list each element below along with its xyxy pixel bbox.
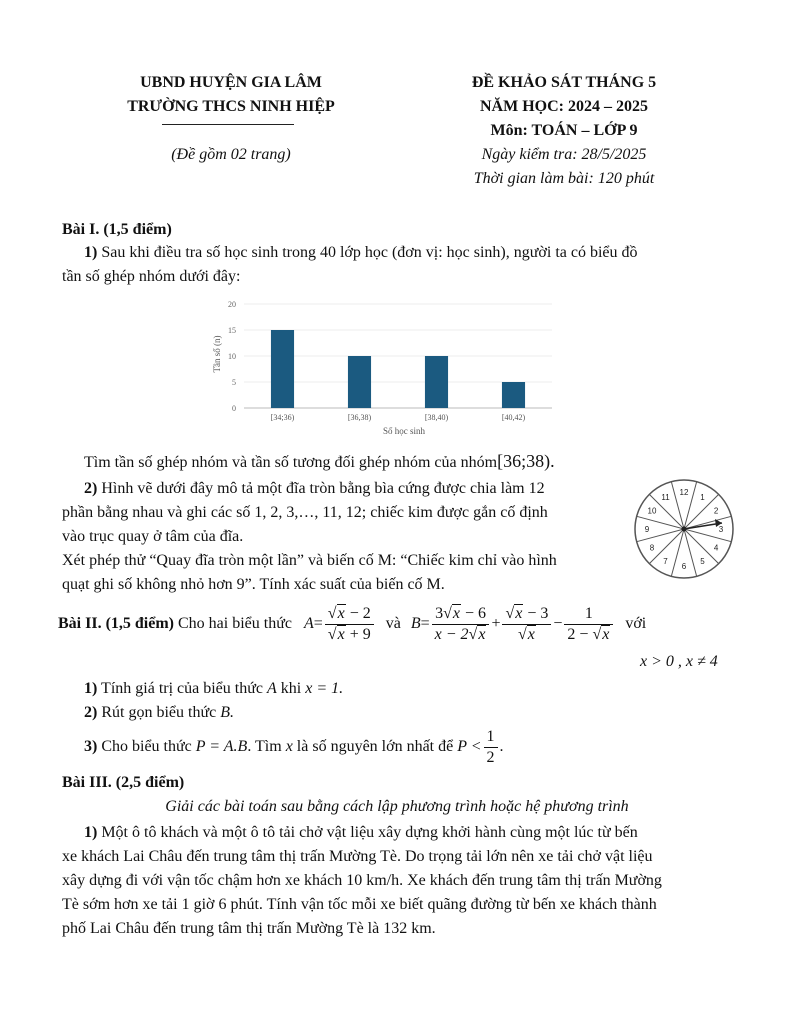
chart-x-tick-1: [36,38)	[347, 413, 372, 422]
wheel-number-11: 11	[661, 492, 670, 502]
wheel-number-7: 7	[663, 557, 668, 567]
chart-x-tick-0: [34;36)	[270, 413, 295, 422]
chart-x-tick-2: [38,40)	[424, 413, 449, 422]
bai1-q1-ask: Tìm tần số ghép nhóm và tần số tương đối ghép nhóm của nhóm	[84, 454, 498, 471]
page-count-note: (Đề gồm 02 trang)	[171, 146, 291, 163]
bai1-q1-text1: Sau khi điều tra số học sinh trong 40 lớp học (đơn vị: học sinh), người ta có biểu đồ	[101, 244, 638, 261]
bai3-q1-line1	[84, 821, 754, 845]
chart-bar-1	[348, 356, 371, 408]
expr-b-symbol: B	[410, 615, 421, 632]
subject-line: Môn: TOÁN – LỚP 9	[490, 122, 638, 139]
bai2-q2	[84, 701, 754, 725]
chart-bar-3	[502, 382, 525, 408]
bai2-q3	[84, 724, 504, 770]
expr-a-symbol: A	[303, 615, 314, 632]
bai2-q2-var: B.	[220, 704, 234, 721]
bai2-statement	[58, 599, 646, 649]
frequency-bar-chart	[200, 292, 560, 442]
expr-b-term1: $\frac{3√x - 6}{x - 2√x}$	[432, 604, 490, 645]
chart-y-tick-1: 5	[232, 378, 236, 387]
wheel-number-5: 5	[700, 557, 705, 567]
bai3-q1-line3: xây dựng đi với vận tốc chậm hơn xe khách 10 km/h. Xe khách đến trung tâm thị trấn Mường	[62, 872, 662, 889]
b3-num: 1	[564, 604, 613, 625]
school-name: TRƯỜNG THCS NINH HIỆP	[127, 98, 335, 115]
bai2-q3-x: x	[285, 738, 293, 755]
bai2-q1-cond: x = 1.	[305, 680, 344, 697]
chart-bar-2	[425, 356, 448, 408]
chart-x-axis-label: Số học sinh	[382, 426, 426, 436]
chart-y-tick-4: 20	[228, 300, 236, 309]
half-num: 1	[484, 727, 498, 748]
bai2-q3-text: Cho biểu thức	[101, 738, 192, 755]
b1-den-radicand: x	[478, 625, 486, 643]
expr-a-equals: =	[313, 615, 323, 632]
bai2-q3-expr: P = A.B	[195, 738, 248, 755]
b1-num-tail: − 6	[464, 604, 486, 622]
bai2-with: với	[625, 615, 647, 632]
school-year: NĂM HỌC: 2024 – 2025	[480, 98, 648, 115]
bai3-subtitle: Giải các bài toán sau bằng cách lập phương trình hoặc hệ phương trình	[165, 798, 629, 815]
exam-title: ĐỀ KHẢO SÁT THÁNG 5	[471, 74, 657, 91]
bai2-q3-number: 3)	[84, 738, 98, 755]
bai2-q2-text: Rút gọn biểu thức	[101, 704, 217, 721]
bai2-q1-var: A	[267, 680, 277, 697]
bai3-q1-number: 1)	[84, 824, 98, 841]
bai1-q1-line2: tần số ghép nhóm dưới đây:	[62, 268, 241, 285]
spinner-wheel	[632, 477, 736, 581]
wheel-number-9: 9	[644, 525, 650, 534]
b2-num-radicand: x	[515, 604, 523, 622]
expr-b-equals: =	[420, 615, 430, 632]
half-den: 2	[486, 748, 495, 766]
wheel-number-10: 10	[647, 506, 657, 516]
school-district: UBND HUYỆN GIA LÂM	[140, 74, 322, 91]
exam-date: Ngày kiểm tra: 28/5/2025	[481, 146, 647, 163]
bai2-title: Bài II. (1,5 điểm)	[58, 615, 174, 632]
chart-bar-0	[271, 330, 294, 408]
bai1-q1-line1	[84, 241, 754, 265]
b3-den-radicand: x	[602, 625, 610, 643]
wheel-number-8: 8	[649, 543, 655, 553]
a-den-radicand: x	[337, 625, 345, 643]
bai3-q1-line4: Tè sớm hơn xe tải 1 giờ 6 phút. Tính vận tốc mỗi xe biết quãng đường từ bến xe khách thành	[62, 896, 657, 913]
chart-y-tick-3: 15	[228, 326, 236, 335]
b1-num-head: 3	[435, 604, 444, 622]
bai1-q1-group: [36;38).	[497, 451, 555, 471]
exam-duration: Thời gian làm bài: 120 phút	[473, 170, 655, 187]
bai2-and: và	[385, 615, 401, 632]
bai2-condition: x > 0 , x ≠ 4	[640, 653, 718, 670]
expr-b-term3: $\frac{1}{2 - √x}$	[564, 604, 613, 645]
bai1-q2-line3: vào trục quay ở tâm của đĩa.	[62, 528, 244, 545]
expr-b-term2: $\frac{√x - 3}{√x}$	[502, 604, 551, 645]
bai2-q3-half	[484, 727, 498, 768]
wheel-number-3: 3	[718, 525, 724, 534]
bai2-q3-ineq: P <	[457, 738, 482, 755]
chart-y-tick-2: 10	[228, 352, 236, 361]
b1-den-head: x − 2	[434, 625, 469, 643]
b-minus: −	[553, 615, 563, 632]
bai3-q1-line5: phố Lai Châu đến trung tâm thị trấn Mường Tè là 132 km.	[62, 920, 436, 937]
b2-den-radicand: x	[527, 625, 535, 643]
b-plus: +	[491, 615, 501, 632]
b1-num-radicand: x	[452, 604, 460, 622]
b3-den-head: 2 −	[567, 625, 589, 643]
bai1-title: Bài I. (1,5 điểm)	[62, 221, 172, 238]
wheel-number-4: 4	[713, 543, 719, 553]
wheel-hub	[682, 527, 687, 532]
bai1-q2-number: 2)	[84, 480, 98, 497]
expr-a-fraction: $\frac{√x - 2}{√x + 9}$	[325, 604, 374, 645]
wheel-number-2: 2	[713, 506, 719, 516]
bai1-q1-number: 1)	[84, 244, 98, 261]
header-divider	[162, 124, 294, 125]
bai3-q1-text1: Một ô tô khách và một ô tô tải chở vật liệu xây dựng khởi hành cùng một lúc từ bến	[101, 824, 638, 841]
wheel-number-6: 6	[681, 562, 687, 571]
chart-y-axis-label: Tần số (n)	[212, 335, 222, 373]
bai2-q1	[84, 677, 754, 701]
bai1-q1-question	[84, 449, 754, 475]
bai2-q3-end: .	[499, 738, 504, 755]
bai1-q2-line4: Xét phép thử “Quay đĩa tròn một lần” và biến cố M: “Chiếc kim chỉ vào hình	[62, 552, 557, 569]
bai1-q2-line2: phần bằng nhau và ghi các số 1, 2, 3,…, 11, 12; chiếc kim được gắn cố định	[62, 504, 548, 521]
bai2-q3-text3: là số nguyên lớn nhất để	[296, 738, 454, 755]
a-den-tail: + 9	[349, 625, 371, 643]
bai2-q1-when: khi	[280, 680, 302, 697]
chart-y-tick-0: 0	[232, 404, 236, 413]
bai2-intro: Cho hai biểu thức	[178, 615, 292, 632]
a-num-tail: − 2	[349, 604, 371, 622]
a-num-radicand: x	[337, 604, 345, 622]
chart-x-tick-3: [40,42)	[501, 413, 526, 422]
bai1-q2-text1: Hình vẽ dưới đây mô tả một đĩa tròn bằng bìa cứng được chia làm 12	[101, 480, 545, 497]
b2-num-tail: − 3	[527, 604, 549, 622]
bai2-q3-text2: . Tìm	[247, 738, 282, 755]
bai2-q1-text: Tính giá trị của biểu thức	[101, 680, 263, 697]
bai2-q1-number: 1)	[84, 680, 98, 697]
wheel-number-12: 12	[679, 488, 689, 497]
bai2-q2-number: 2)	[84, 704, 98, 721]
wheel-number-1: 1	[700, 492, 705, 502]
bai3-title: Bài III. (2,5 điểm)	[62, 774, 185, 791]
bai1-q2-line5: quạt ghi số không nhỏ hơn 9”. Tính xác suất của biến cố M.	[62, 576, 445, 593]
bai3-q1-line2: xe khách Lai Châu đến trung tâm thị trấn Mường Tè. Do trọng tải lớn nên xe tải chở vật liệu	[62, 848, 653, 865]
